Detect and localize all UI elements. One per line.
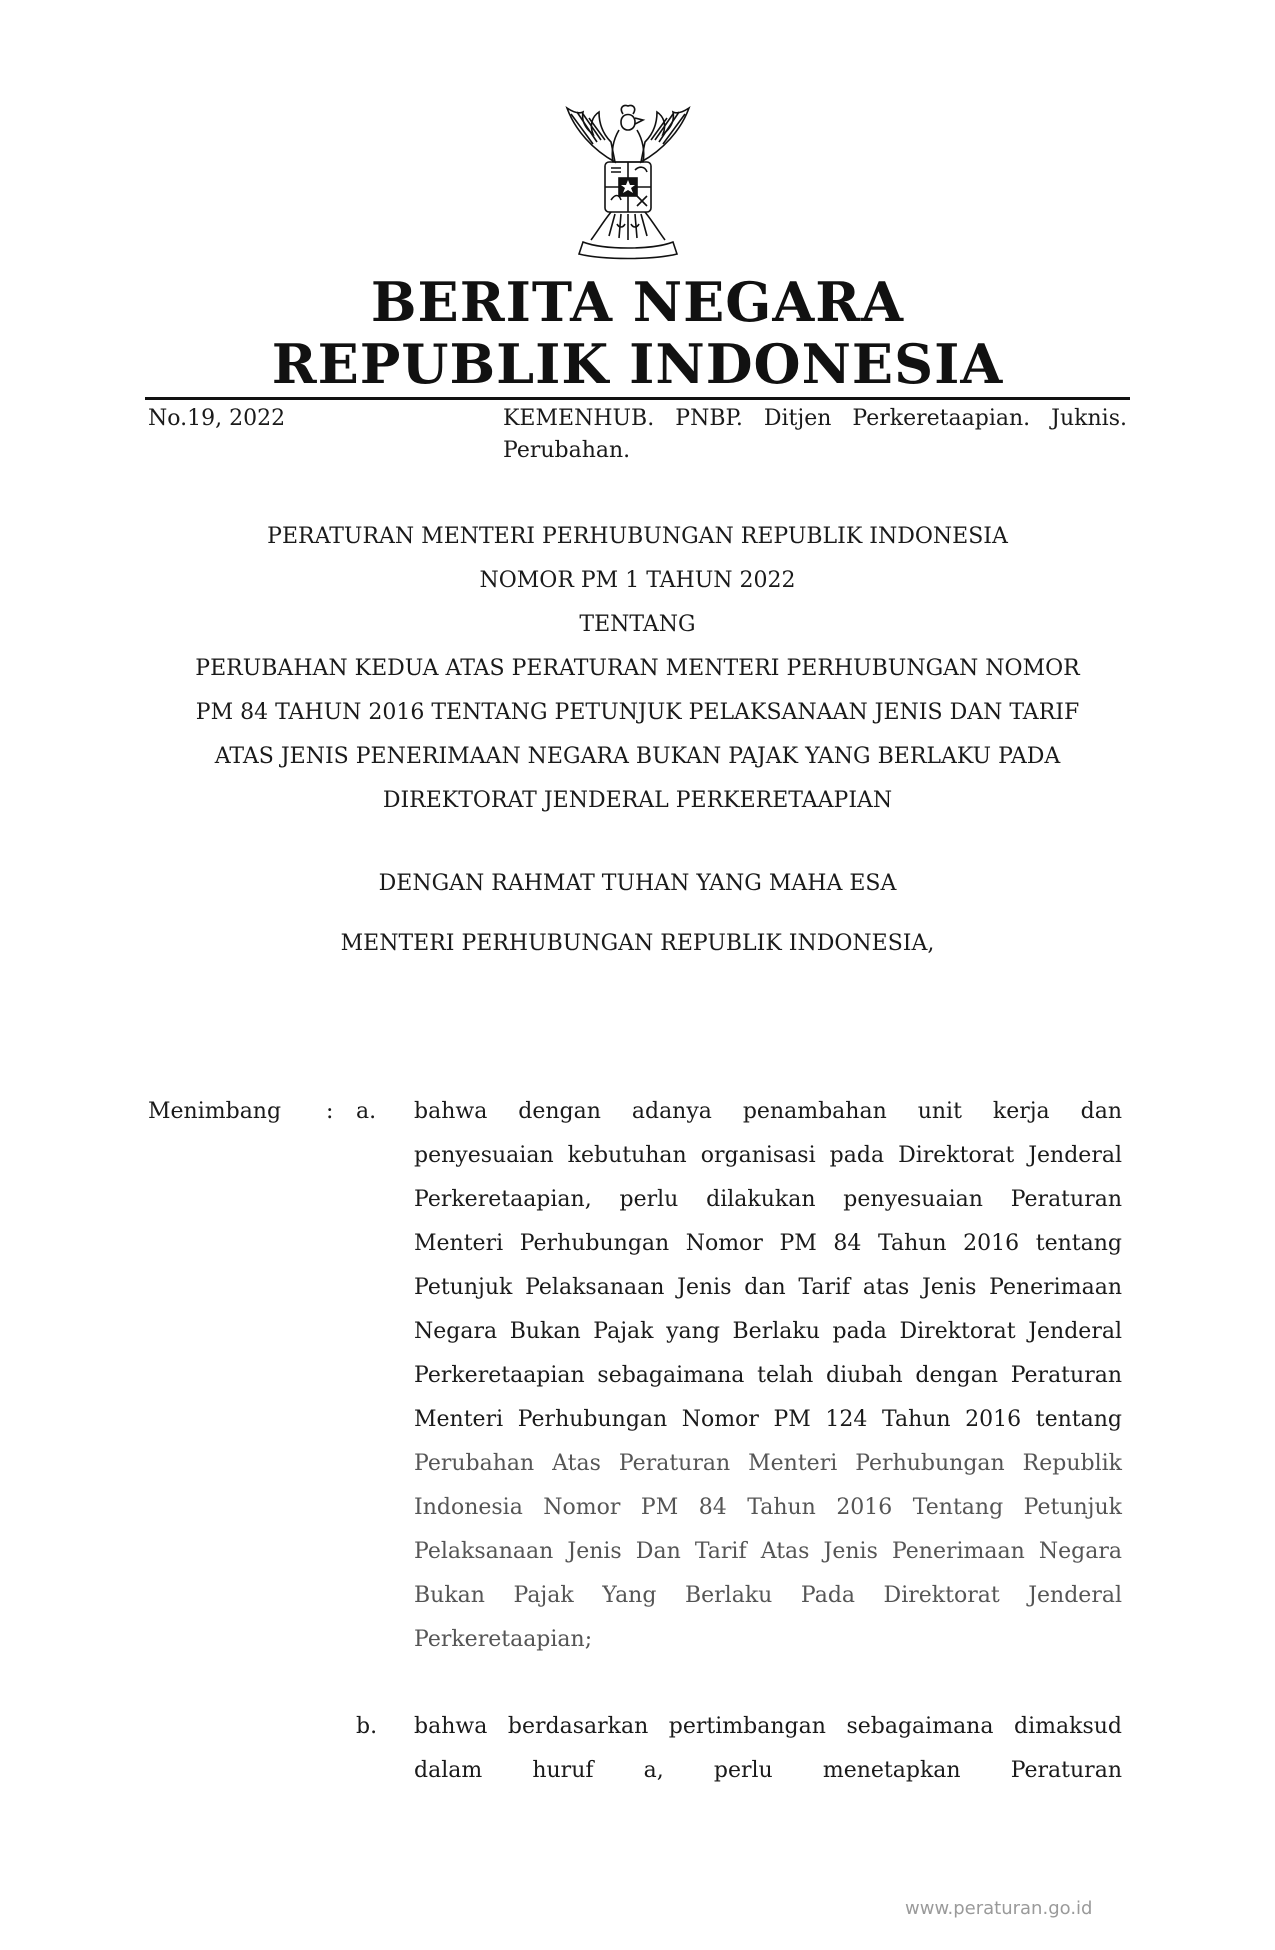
title-line: PM 84 TAHUN 2016 TENTANG PETUNJUK PELAKSANAAN JENIS DAN TARIF — [195, 700, 1080, 725]
item-text-a-main: bahwa dengan adanya penambahan unit kerja dan penyesuaian kebutuhan organisasi pada Direktorat Jenderal Perkeretaapian, perlu dilakukan penyesuaian Peraturan Menteri Perhubungan Nomor PM 84 Tahun 2016 tentang Petunjuk Pelaksanaan Jenis dan Tarif atas Jenis Penerimaan Negara Bukan Pajak yang Berlaku pada Direktorat Jenderal Perkeretaapian sebagaimana telah diubah dengan Peraturan Menteri Perhubungan Nomor PM 124 Tahun 2016 tentang — [414, 1099, 1122, 1432]
masthead-title: BERITA NEGARA — [370, 270, 905, 334]
considerations-label: Menimbang — [148, 1099, 282, 1124]
gazette-subject: KEMENHUB. PNBP. Ditjen Perkeretaapian. Juknis. Perubahan. — [503, 406, 1127, 463]
item-text-a-reference: Perubahan Atas Peraturan Menteri Perhubungan Republik Indonesia Nomor PM 84 Tahun 2016 Tentang Petunjuk Pelaksanaan Jenis Dan Tarif Atas Jenis Penerimaan Negara Bukan Pajak Yang Berlaku Pada Direktorat Jenderal Perkeretaapian; — [414, 1451, 1122, 1652]
considerations-colon: : — [326, 1099, 334, 1124]
title-line: PERUBAHAN KEDUA ATAS PERATURAN MENTERI PERHUBUNGAN NOMOR — [195, 656, 1080, 681]
item-text-b: bahwa berdasarkan pertimbangan sebagaimana dimaksud dalam huruf a, perlu menetapkan Peraturan — [414, 1714, 1122, 1783]
title-line: ATAS JENIS PENERIMAAN NEGARA BUKAN PAJAK YANG BERLAKU PADA — [214, 744, 1061, 769]
footer-url: www.peraturan.go.id — [905, 1898, 1093, 1919]
title-line: PERATURAN MENTERI PERHUBUNGAN REPUBLIK INDONESIA — [267, 524, 1008, 549]
item-text-a — [414, 1090, 1122, 1662]
title-line: NOMOR PM 1 TAHUN 2022 — [479, 568, 796, 593]
item-letter-b: b. — [356, 1714, 378, 1739]
masthead-subtitle: REPUBLIK INDONESIA — [271, 332, 1004, 396]
gazette-number: No.19, 2022 — [148, 406, 286, 431]
regulation-title — [145, 515, 1130, 823]
title-line: DIREKTORAT JENDERAL PERKERETAAPIAN — [382, 788, 893, 813]
title-line: TENTANG — [579, 612, 696, 637]
item-letter-a: a. — [356, 1099, 377, 1124]
authority: MENTERI PERHUBUNGAN REPUBLIK INDONESIA, — [340, 931, 935, 956]
invocation: DENGAN RAHMAT TUHAN YANG MAHA ESA — [378, 871, 897, 896]
garuda-emblem-icon — [553, 100, 703, 262]
masthead-rule — [145, 397, 1130, 400]
